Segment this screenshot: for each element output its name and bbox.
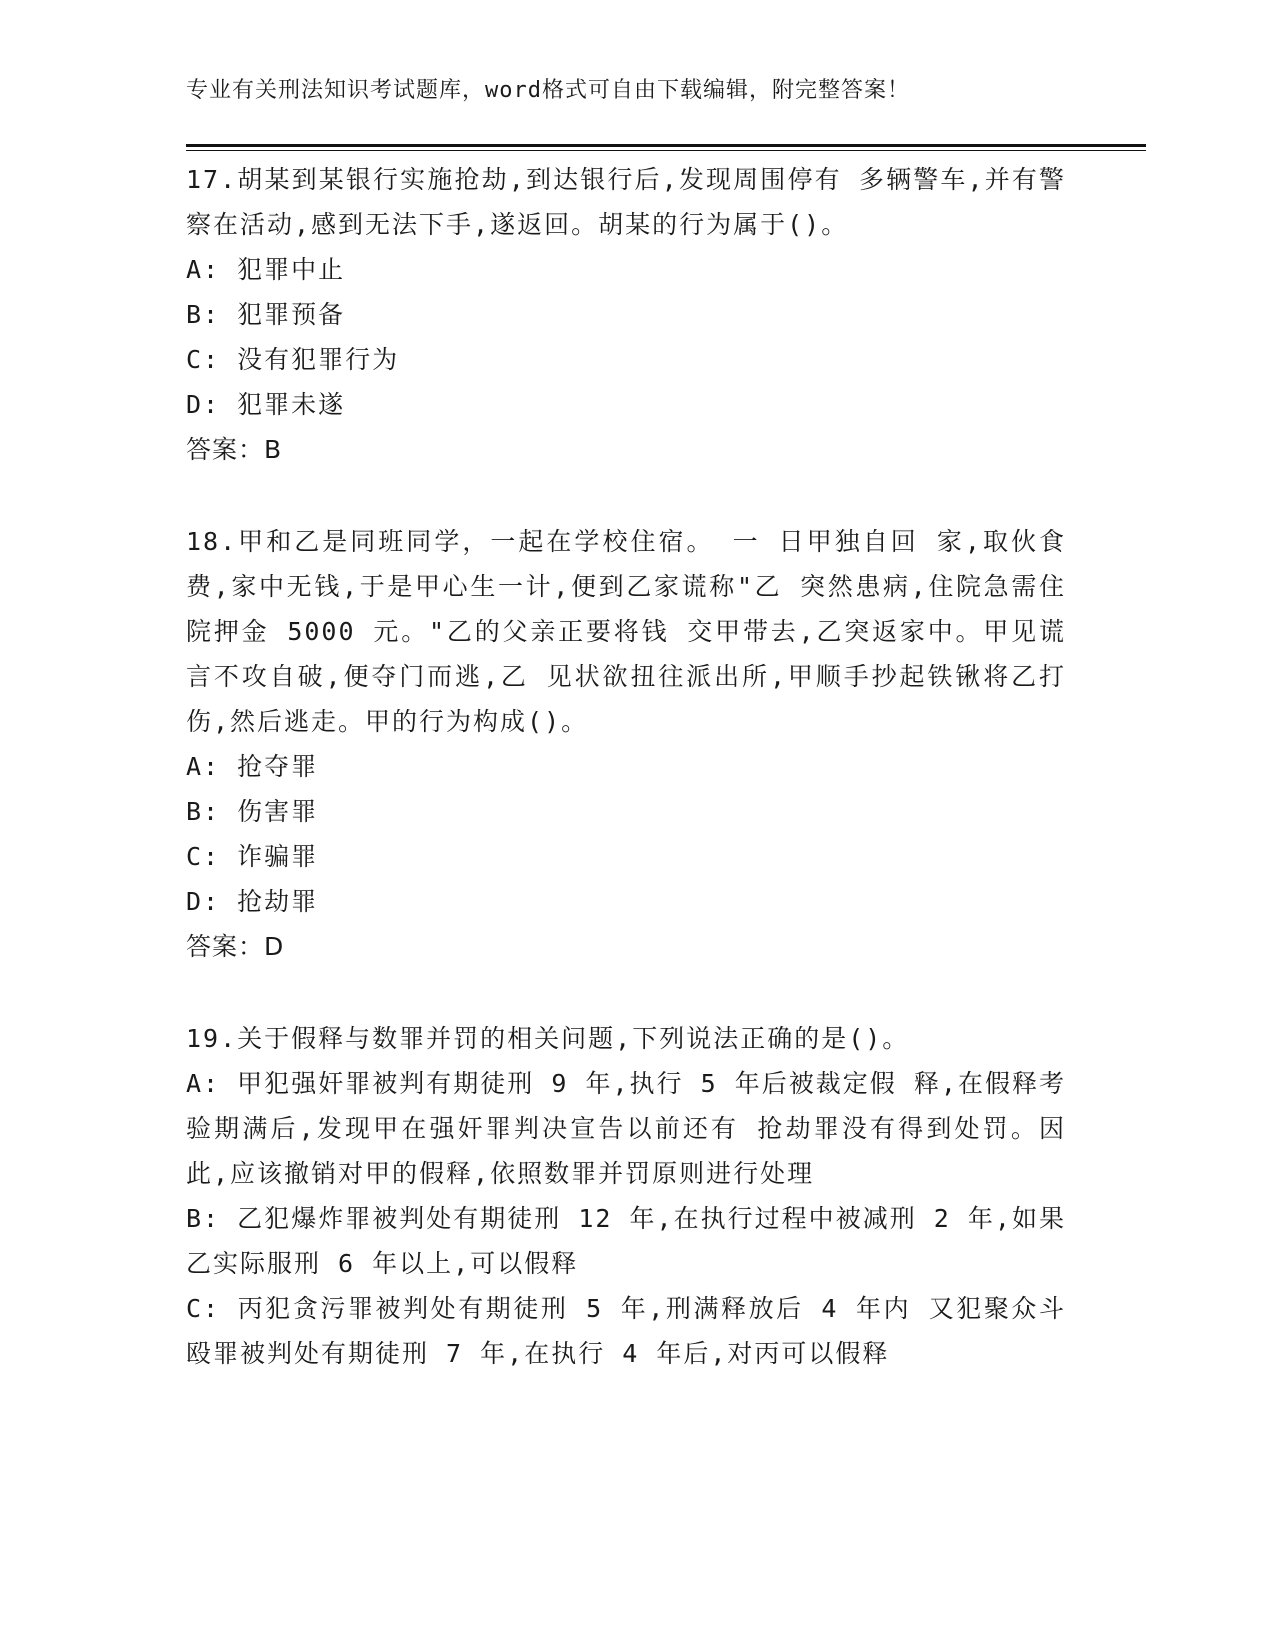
question-text: 甲和乙是同班同学，一起在学校住宿。 一 日甲独自回 家,取伙食费,家中无钱,于是甲心生一计,便到乙家谎称"乙 突然患病,住院急需住院押金 5000 元。"乙的父亲正要将钱 交甲带去,乙突返家中。甲见谎言不攻自破,便夺门而逃,乙 见状欲扭往派出所,甲顺手抄起铁锹将乙打伤,然后逃走。甲的行为构成()。 — [186, 527, 1066, 736]
option-d: D: 抢劫罪 — [186, 887, 319, 916]
page-header: 专业有关刑法知识考试题库，word格式可自由下载编辑，附完整答案！ — [186, 78, 910, 103]
question-19 — [186, 1016, 1066, 1376]
option-c: C: 丙犯贪污罪被判处有期徒刑 5 年,刑满释放后 4 年内 又犯聚众斗殴罪被判处有期徒刑 7 年,在执行 4 年后,对丙可以假释 — [186, 1294, 1066, 1368]
header-rule-thick — [186, 144, 1146, 147]
question-18 — [186, 519, 1066, 969]
option-c: C: 诈骗罪 — [186, 842, 319, 871]
option-a: A: 甲犯强奸罪被判有期徒刑 9 年,执行 5 年后被裁定假 释,在假释考验期满后,发现甲在强奸罪判决宣告以前还有 抢劫罪没有得到处罚。因此,应该撤销对甲的假释,依照数罪并罚原则进行处理 — [186, 1069, 1066, 1188]
question-number: 18. — [186, 527, 238, 556]
option-b: B: 犯罪预备 — [186, 300, 346, 329]
option-c: C: 没有犯罪行为 — [186, 345, 400, 374]
option-a: A: 抢夺罪 — [186, 752, 319, 781]
answer: 答案：B — [186, 435, 283, 464]
question-number: 19. — [186, 1024, 238, 1053]
answer: 答案：D — [186, 932, 285, 961]
question-stem — [186, 1016, 1066, 1061]
option-d: D: 犯罪未遂 — [186, 390, 346, 419]
question-17 — [186, 157, 1066, 472]
question-stem — [186, 157, 1066, 247]
option-a: A: 犯罪中止 — [186, 255, 346, 284]
header-rule-thin — [186, 150, 1146, 151]
option-b: B: 乙犯爆炸罪被判处有期徒刑 12 年,在执行过程中被减刑 2 年,如果乙实际服刑 6 年以上,可以假释 — [186, 1204, 1066, 1278]
question-text: 胡某到某银行实施抢劫,到达银行后,发现周围停有 多辆警车,并有警察在活动,感到无法下手,遂返回。胡某的行为属于()。 — [186, 165, 1066, 239]
option-list — [186, 744, 1066, 924]
option-b: B: 伤害罪 — [186, 797, 319, 826]
question-text: 关于假释与数罪并罚的相关问题,下列说法正确的是()。 — [237, 1024, 910, 1053]
question-stem — [186, 519, 1066, 744]
question-number: 17. — [186, 165, 238, 194]
option-list — [186, 247, 1066, 427]
option-list — [186, 1061, 1066, 1376]
